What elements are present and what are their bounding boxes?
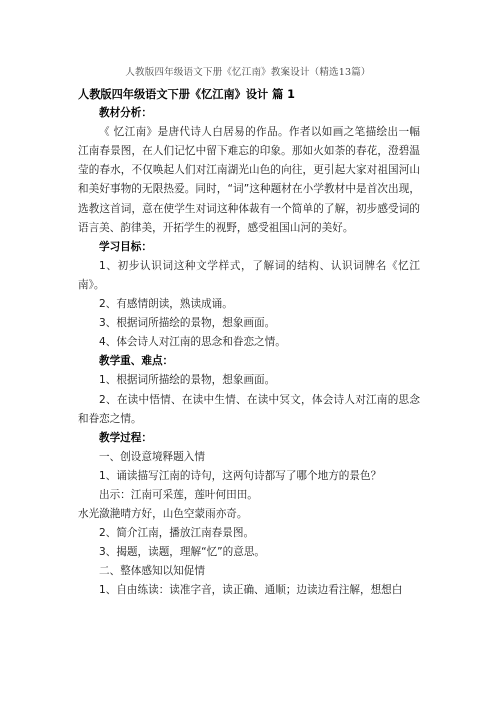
process-step-4: 水光潋滟晴方好，山色空蒙雨亦奇。 (78, 508, 248, 521)
analysis-paragraph: 《 忆江南》是唐代诗人白居易的作品。作者以如画之笔描绘出一幅江南春景图，在人们记忆中留下难忘的印象。那如火如荼的春花，澄碧温莹的春水，不仅唤起人们对江南湖光山色的向往，更引起大家对祖国河山和美好事物的无限热爱。同时，“词”这种题材在小学教材中是首次出现，选教这首词，意在使学生对词这种体裁有一个简单的了解，初步感受词的语言美、韵律美，开拓学生的视野，感受祖国山河的美好。 (78, 126, 420, 234)
section-heading-key-points: 教学重、难点： (99, 355, 174, 368)
process-step-5: 2、简介江南，播放江南春景图。 (99, 527, 255, 540)
goal-item-2: 2、有感情朗读，熟读成诵。 (99, 298, 233, 311)
section-heading-goals: 学习目标： (99, 240, 152, 253)
key-point-2: 2、在读中悟情、在读中生情、在读中冥文，体会诗人对江南的思念和眷恋之情。 (78, 393, 420, 425)
process-step-2: 1、诵读描写江南的诗句，这两句诗都写了哪个地方的景色？ (99, 469, 382, 482)
goal-item-4: 4、体会诗人对江南的思念和眷恋之情。 (99, 336, 286, 349)
process-step-7: 二、整体感知以知促情 (99, 565, 205, 578)
process-step-8: 1、自由练读：读准字音，读正确、通顺；边读边看注解，想想白 (99, 584, 403, 597)
goal-item-3: 3、根据词所描绘的景物，想象画面。 (99, 317, 276, 330)
section-heading-analysis: 教材分析： (99, 107, 152, 120)
section-heading-process: 教学过程： (99, 431, 152, 444)
document-body (78, 85, 420, 601)
process-step-3: 出示：江南可采莲，莲叶何田田。 (99, 488, 258, 501)
process-step-1: 一、创设意境释题入情 (99, 450, 205, 463)
process-step-6: 3、揭题，读题，理解“忆”的意思。 (99, 546, 266, 559)
document-title: 人教版四年级语文下册《忆江南》设计 篇 1 (78, 88, 295, 101)
key-point-1: 1、根据词所描绘的景物，想象画面。 (99, 374, 276, 387)
document-header: 人教版四年级语文下册《忆江南》教案设计（精选13篇） (125, 67, 371, 78)
goal-item-1: 1、初步认识词这种文学样式，了解词的结构、认识词牌名《忆江南》。 (78, 259, 420, 291)
